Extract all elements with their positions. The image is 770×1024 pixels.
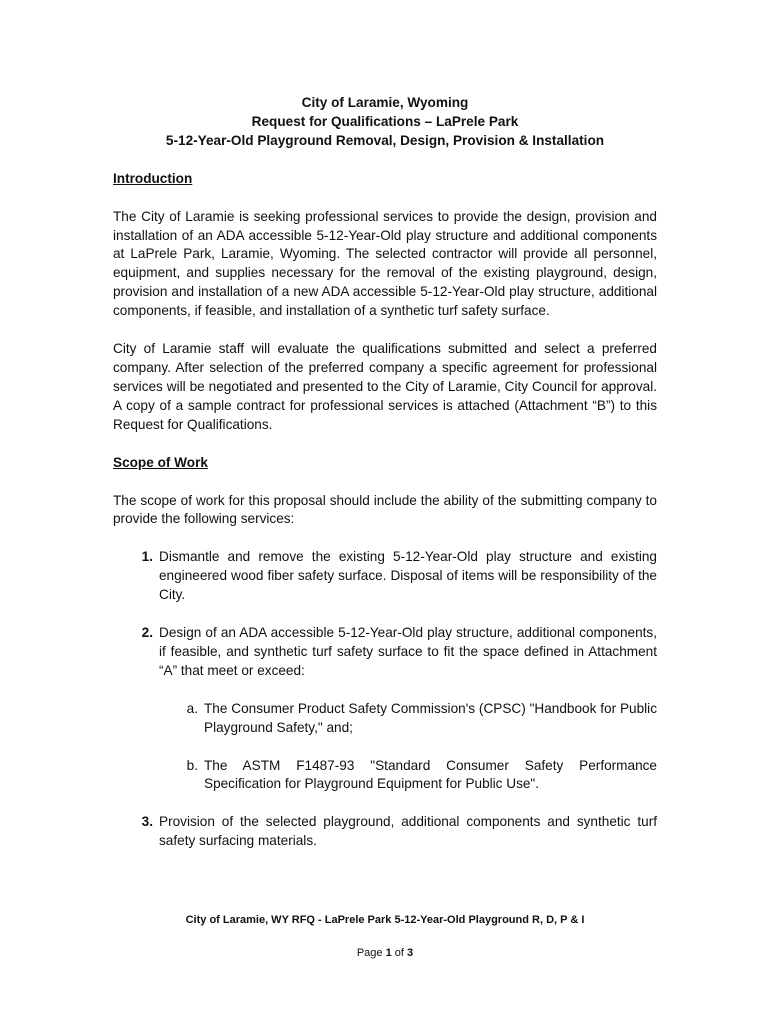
scope-item-text: Design of an ADA accessible 5-12-Year-Old play structure, additional components, if feasible, and synthetic turf safety surface to fit the space defined in Attachment “A” that meet or exceed: [159, 625, 657, 678]
scope-item-number: 3. [141, 814, 153, 830]
footer-title: City of Laramie, WY RFQ - LaPrele Park 5-12-Year-Old Playground R, D, P & I [185, 914, 585, 926]
subitem-text: The Consumer Product Safety Commission's (CPSC) "Handbook for Public Playground Safety," and; [204, 700, 657, 735]
introduction-heading: Introduction [113, 170, 193, 186]
subitem-letter: b. [186, 757, 198, 773]
document-body [113, 94, 657, 870]
scope-item-number: 1. [141, 549, 153, 565]
page-number [0, 946, 770, 960]
scope-item-2 [113, 624, 657, 794]
scope-item-3 [113, 813, 657, 851]
scope-list [113, 548, 657, 851]
scope-subitem-b [159, 757, 657, 795]
page-prefix: Page [356, 947, 383, 959]
title-line-rfq: Request for Qualifications – LaPrele Park [251, 113, 519, 129]
scope-item-1 [113, 548, 657, 605]
scope-item-text: Provision of the selected playground, additional components and synthetic turf safety surfacing materials. [159, 814, 657, 849]
scope-heading: Scope of Work [113, 454, 208, 470]
page-current: 1 [385, 947, 392, 959]
page-of: of [394, 947, 404, 959]
scope-item-text: Dismantle and remove the existing 5-12-Year-Old play structure and existing engineered wood fiber safety surface. Disposal of items will be responsibility of the City. [159, 549, 657, 603]
scope-intro: The scope of work for this proposal should include the ability of the submitting company to provide the following services: [113, 492, 657, 527]
scope-item-body [159, 624, 657, 794]
title-line-project: 5-12-Year-Old Playground Removal, Design, Provision & Installation [165, 132, 605, 148]
scope-item-number: 2. [141, 625, 153, 641]
introduction-paragraph-2: City of Laramie staff will evaluate the qualifications submitted and select a preferred company. After selection of the preferred company a specific agreement for professional services will be negotiated and presented to the City of Laramie, City Council for approval. A copy of a sample contract for professional services is attached (Attachment “B”) to this Request for Qualifications. [113, 341, 657, 432]
document-title [113, 94, 657, 151]
title-line-organization: City of Laramie, Wyoming [301, 95, 469, 110]
subitem-letter: a. [186, 700, 198, 716]
scope-sublist [159, 700, 657, 795]
page-total: 3 [407, 947, 414, 959]
introduction-paragraph-1: The City of Laramie is seeking professional services to provide the design, provision and installation of an ADA accessible 5-12-Year-Old play structure and additional components at LaPrele Park, Laramie, Wyoming. The selected contractor will provide all personnel, equipment, and supplies necessary for the removal of the existing playground, design, provision and installation of a new ADA accessible 5-12-Year-Old play structure, additional components, if feasible, and installation of a synthetic turf safety surface. [113, 208, 657, 319]
scope-subitem-a [159, 700, 657, 738]
subitem-text: The ASTM F1487-93 "Standard Consumer Safety Performance Specification for Playground Equipment for Public Use". [204, 757, 657, 792]
